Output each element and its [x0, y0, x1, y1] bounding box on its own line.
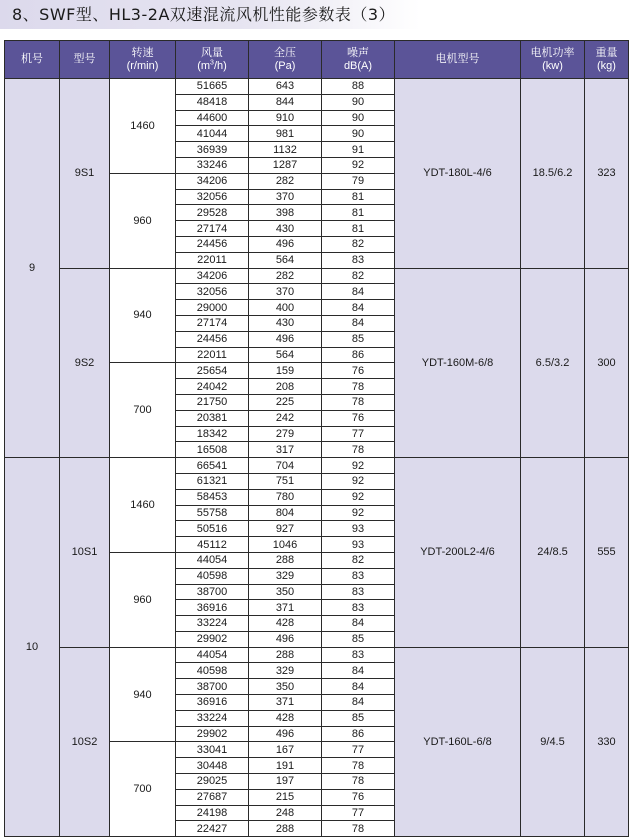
airflow-cell: 34206 — [176, 173, 249, 189]
airflow-cell: 27174 — [176, 315, 249, 331]
speed-cell: 960 — [110, 173, 176, 268]
airflow-cell: 36916 — [176, 695, 249, 711]
pressure-cell: 288 — [249, 647, 322, 663]
noise-cell: 92 — [322, 489, 395, 505]
model-cell: 10S2 — [60, 647, 110, 837]
noise-cell: 85 — [322, 331, 395, 347]
pressure-cell: 167 — [249, 742, 322, 758]
header-speed: 转速 (r/min) — [110, 41, 176, 79]
airflow-cell: 36916 — [176, 600, 249, 616]
noise-cell: 83 — [322, 600, 395, 616]
airflow-cell: 55758 — [176, 505, 249, 521]
airflow-cell: 33041 — [176, 742, 249, 758]
airflow-cell: 50516 — [176, 521, 249, 537]
pressure-cell: 288 — [249, 552, 322, 568]
noise-cell: 78 — [322, 821, 395, 837]
airflow-cell: 38700 — [176, 584, 249, 600]
noise-cell: 84 — [322, 679, 395, 695]
fan-performance-table — [4, 40, 629, 837]
airflow-cell: 48418 — [176, 94, 249, 110]
airflow-cell: 40598 — [176, 663, 249, 679]
airflow-cell: 25654 — [176, 363, 249, 379]
noise-cell: 90 — [322, 94, 395, 110]
airflow-cell: 24456 — [176, 236, 249, 252]
model-cell: 9S2 — [60, 268, 110, 458]
airflow-cell: 18342 — [176, 426, 249, 442]
pressure-cell: 751 — [249, 473, 322, 489]
noise-cell: 86 — [322, 726, 395, 742]
pressure-cell: 208 — [249, 379, 322, 395]
motor-power-cell: 18.5/6.2 — [521, 79, 585, 269]
pressure-cell: 371 — [249, 600, 322, 616]
noise-cell: 84 — [322, 695, 395, 711]
pressure-cell: 704 — [249, 458, 322, 474]
airflow-cell: 51665 — [176, 79, 249, 95]
pressure-cell: 496 — [249, 726, 322, 742]
noise-cell: 82 — [322, 268, 395, 284]
airflow-cell: 61321 — [176, 473, 249, 489]
noise-cell: 81 — [322, 221, 395, 237]
speed-cell: 700 — [110, 742, 176, 837]
weight-cell: 300 — [585, 268, 629, 458]
noise-cell: 83 — [322, 568, 395, 584]
noise-cell: 77 — [322, 742, 395, 758]
pressure-cell: 215 — [249, 789, 322, 805]
noise-cell: 81 — [322, 189, 395, 205]
airflow-cell: 16508 — [176, 442, 249, 458]
airflow-cell: 40598 — [176, 568, 249, 584]
pressure-cell: 329 — [249, 568, 322, 584]
noise-cell: 78 — [322, 394, 395, 410]
noise-cell: 81 — [322, 205, 395, 221]
table-row — [5, 458, 629, 474]
noise-cell: 88 — [322, 79, 395, 95]
airflow-cell: 34206 — [176, 268, 249, 284]
airflow-cell: 24042 — [176, 379, 249, 395]
pressure-cell: 430 — [249, 315, 322, 331]
pressure-cell: 844 — [249, 94, 322, 110]
header-weight: 重量 (kg) — [585, 41, 629, 79]
header-pressure: 全压 (Pa) — [249, 41, 322, 79]
pressure-cell: 927 — [249, 521, 322, 537]
pressure-cell: 1287 — [249, 157, 322, 173]
airflow-cell: 29902 — [176, 631, 249, 647]
noise-cell: 82 — [322, 552, 395, 568]
header-noise: 噪声 dB(A) — [322, 41, 395, 79]
airflow-cell: 44600 — [176, 110, 249, 126]
fan-no-cell: 10 — [5, 458, 60, 837]
header-row — [5, 41, 629, 79]
noise-cell: 90 — [322, 110, 395, 126]
pressure-cell: 350 — [249, 584, 322, 600]
airflow-cell: 29902 — [176, 726, 249, 742]
pressure-cell: 804 — [249, 505, 322, 521]
noise-cell: 78 — [322, 442, 395, 458]
noise-cell: 78 — [322, 758, 395, 774]
noise-cell: 84 — [322, 616, 395, 632]
noise-cell: 78 — [322, 379, 395, 395]
header-model: 型号 — [60, 41, 110, 79]
airflow-cell: 29000 — [176, 300, 249, 316]
pressure-cell: 317 — [249, 442, 322, 458]
noise-cell: 85 — [322, 710, 395, 726]
airflow-cell: 44054 — [176, 552, 249, 568]
noise-cell: 84 — [322, 663, 395, 679]
pressure-cell: 248 — [249, 805, 322, 821]
pressure-cell: 370 — [249, 189, 322, 205]
airflow-cell: 29025 — [176, 774, 249, 790]
airflow-cell: 30448 — [176, 758, 249, 774]
motor-power-cell: 6.5/3.2 — [521, 268, 585, 458]
pressure-cell: 1046 — [249, 537, 322, 553]
pressure-cell: 371 — [249, 695, 322, 711]
pressure-cell: 428 — [249, 616, 322, 632]
noise-cell: 76 — [322, 363, 395, 379]
noise-cell: 77 — [322, 805, 395, 821]
pressure-cell: 197 — [249, 774, 322, 790]
speed-cell: 1460 — [110, 79, 176, 174]
pressure-cell: 370 — [249, 284, 322, 300]
pressure-cell: 191 — [249, 758, 322, 774]
noise-cell: 92 — [322, 458, 395, 474]
noise-cell: 84 — [322, 300, 395, 316]
pressure-cell: 981 — [249, 126, 322, 142]
speed-cell: 940 — [110, 268, 176, 363]
pressure-cell: 288 — [249, 821, 322, 837]
table-row — [5, 647, 629, 663]
motor-power-cell: 24/8.5 — [521, 458, 585, 648]
noise-cell: 78 — [322, 774, 395, 790]
noise-cell: 93 — [322, 521, 395, 537]
speed-cell: 700 — [110, 363, 176, 458]
airflow-cell: 66541 — [176, 458, 249, 474]
speed-cell: 940 — [110, 647, 176, 742]
airflow-cell: 41044 — [176, 126, 249, 142]
pressure-cell: 496 — [249, 631, 322, 647]
weight-cell: 323 — [585, 79, 629, 269]
airflow-cell: 27174 — [176, 221, 249, 237]
airflow-cell: 22427 — [176, 821, 249, 837]
header-motor-power: 电机功率 (kw) — [521, 41, 585, 79]
header-motor-model: 电机型号 — [395, 41, 521, 79]
noise-cell: 83 — [322, 584, 395, 600]
pressure-cell: 159 — [249, 363, 322, 379]
motor-model-cell: YDT-180L-4/6 — [395, 79, 521, 269]
pressure-cell: 225 — [249, 394, 322, 410]
table-row — [5, 268, 629, 284]
pressure-cell: 282 — [249, 268, 322, 284]
noise-cell: 91 — [322, 142, 395, 158]
airflow-cell: 58453 — [176, 489, 249, 505]
table-body — [5, 79, 629, 837]
airflow-cell: 32056 — [176, 284, 249, 300]
airflow-cell: 36939 — [176, 142, 249, 158]
header-fan-no: 机号 — [5, 41, 60, 79]
pressure-cell: 496 — [249, 331, 322, 347]
airflow-cell: 45112 — [176, 537, 249, 553]
noise-cell: 92 — [322, 473, 395, 489]
speed-cell: 1460 — [110, 458, 176, 553]
airflow-cell: 44054 — [176, 647, 249, 663]
airflow-cell: 33224 — [176, 710, 249, 726]
motor-model-cell: YDT-160M-6/8 — [395, 268, 521, 458]
noise-cell: 84 — [322, 315, 395, 331]
pressure-cell: 282 — [249, 173, 322, 189]
header-airflow: 风量 $(m^3/h)$ — [176, 41, 249, 79]
pressure-cell: 643 — [249, 79, 322, 95]
weight-cell: 330 — [585, 647, 629, 837]
noise-cell: 83 — [322, 252, 395, 268]
airflow-cell: 33246 — [176, 157, 249, 173]
noise-cell: 76 — [322, 410, 395, 426]
airflow-cell: 38700 — [176, 679, 249, 695]
airflow-cell: 32056 — [176, 189, 249, 205]
airflow-cell: 24198 — [176, 805, 249, 821]
model-cell: 9S1 — [60, 79, 110, 269]
weight-cell: 555 — [585, 458, 629, 648]
pressure-cell: 910 — [249, 110, 322, 126]
pressure-cell: 400 — [249, 300, 322, 316]
pressure-cell: 350 — [249, 679, 322, 695]
noise-cell: 77 — [322, 426, 395, 442]
airflow-cell: 29528 — [176, 205, 249, 221]
pressure-cell: 428 — [249, 710, 322, 726]
pressure-cell: 1132 — [249, 142, 322, 158]
motor-model-cell: YDT-200L2-4/6 — [395, 458, 521, 648]
airflow-cell: 22011 — [176, 347, 249, 363]
pressure-cell: 242 — [249, 410, 322, 426]
noise-cell: 86 — [322, 347, 395, 363]
noise-cell: 76 — [322, 789, 395, 805]
pressure-cell: 496 — [249, 236, 322, 252]
page-title: 8、SWF型、HL3-2A双速混流风机性能参数表（3） — [0, 0, 420, 29]
noise-cell: 92 — [322, 157, 395, 173]
speed-cell: 960 — [110, 552, 176, 647]
noise-cell: 83 — [322, 647, 395, 663]
pressure-cell: 564 — [249, 252, 322, 268]
noise-cell: 92 — [322, 505, 395, 521]
pressure-cell: 329 — [249, 663, 322, 679]
model-cell: 10S1 — [60, 458, 110, 648]
airflow-cell: 22011 — [176, 252, 249, 268]
noise-cell: 84 — [322, 284, 395, 300]
airflow-cell: 27687 — [176, 789, 249, 805]
table-row — [5, 79, 629, 95]
noise-cell: 93 — [322, 537, 395, 553]
airflow-cell: 20381 — [176, 410, 249, 426]
pressure-cell: 398 — [249, 205, 322, 221]
motor-model-cell: YDT-160L-6/8 — [395, 647, 521, 837]
noise-cell: 82 — [322, 236, 395, 252]
noise-cell: 90 — [322, 126, 395, 142]
pressure-cell: 564 — [249, 347, 322, 363]
airflow-cell: 33224 — [176, 616, 249, 632]
pressure-cell: 430 — [249, 221, 322, 237]
pressure-cell: 780 — [249, 489, 322, 505]
airflow-cell: 21750 — [176, 394, 249, 410]
motor-power-cell: 9/4.5 — [521, 647, 585, 837]
pressure-cell: 279 — [249, 426, 322, 442]
airflow-cell: 24456 — [176, 331, 249, 347]
noise-cell: 85 — [322, 631, 395, 647]
fan-no-cell: 9 — [5, 79, 60, 458]
noise-cell: 79 — [322, 173, 395, 189]
